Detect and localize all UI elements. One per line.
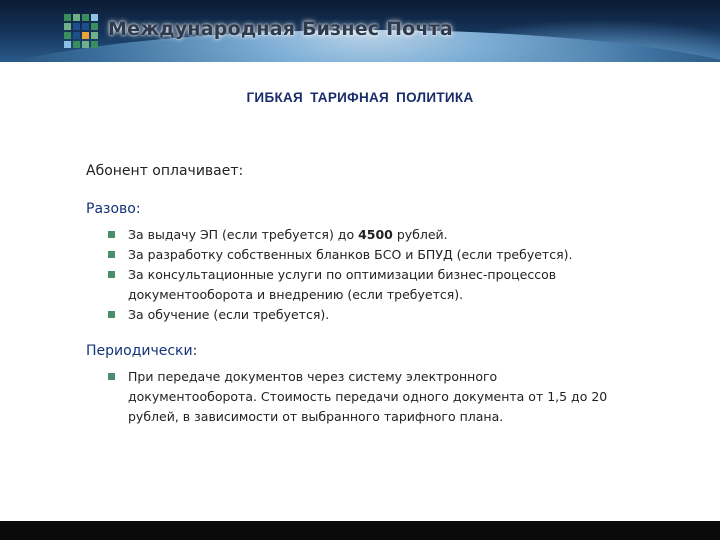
item-text: рублей.: [392, 227, 448, 242]
item-text: За разработку собственных бланков БСО и БПУД (если требуется).: [128, 247, 573, 262]
list-item: [86, 265, 646, 305]
slide-content: [86, 163, 646, 427]
bullet-square-icon: [108, 373, 115, 380]
bottom-bar: [0, 521, 720, 540]
item-text: За консультационные услуги по оптимизации бизнес-процессов: [128, 267, 557, 282]
list-item: [86, 305, 646, 325]
slide-title: ГИБКАЯ ТАРИФНАЯ ПОЛИТИКА: [246, 90, 474, 105]
intro-text: Абонент оплачивает:: [86, 163, 244, 179]
periodic-heading-text: Периодически: [86, 343, 193, 359]
item-text: документооборота и внедрению (если требуется).: [128, 287, 464, 302]
logo-grid-icon: [64, 14, 100, 50]
list-item: [86, 245, 646, 265]
periodic-heading-colon: :: [192, 343, 198, 359]
bullet-square-icon: [108, 311, 115, 318]
item-text: При передаче документов через систему электронного: [128, 369, 498, 384]
bullet-square-icon: [108, 251, 115, 258]
one-time-list: [86, 225, 646, 325]
bullet-square-icon: [108, 271, 115, 278]
item-text: рублей, в зависимости от выбранного тарифного плана.: [128, 409, 504, 424]
item-text: За выдачу ЭП (если требуется) до: [128, 227, 359, 242]
bullet-square-icon: [108, 231, 115, 238]
list-item: [86, 367, 646, 427]
item-text: документооборота. Стоимость передачи одного документа от 1,5 до 20: [128, 389, 608, 404]
logo-text: Международная Бизнес Почта: [108, 18, 453, 40]
one-time-heading: Разово:: [86, 201, 141, 217]
list-item: [86, 225, 646, 245]
periodic-heading: [86, 343, 646, 359]
periodic-list: [86, 367, 646, 427]
item-text: За обучение (если требуется).: [128, 307, 330, 322]
item-amount: 4500: [358, 227, 393, 242]
header-banner: [0, 0, 720, 62]
